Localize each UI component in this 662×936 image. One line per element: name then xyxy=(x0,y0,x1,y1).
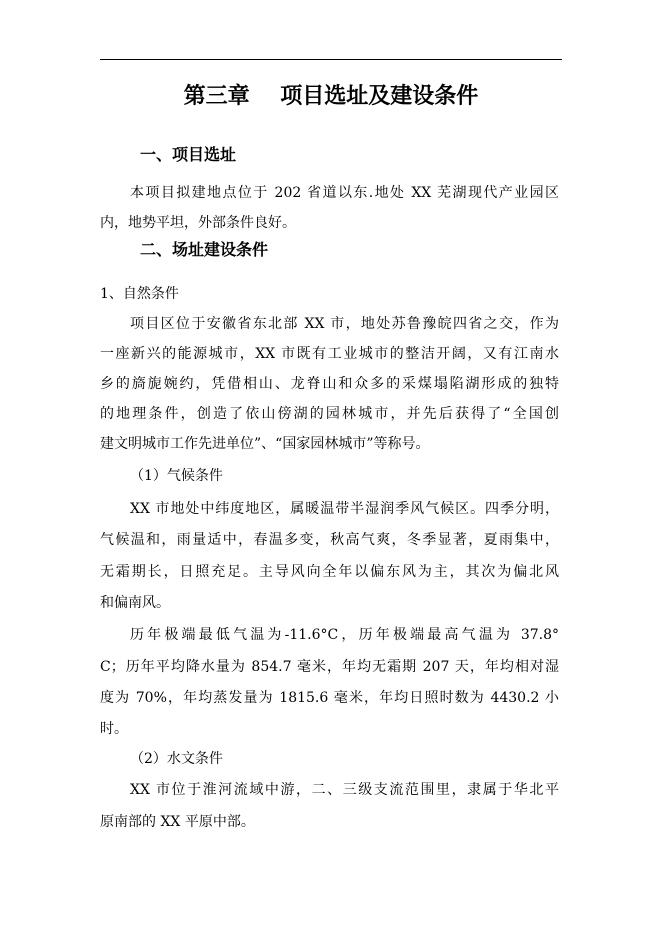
paragraph-line: 原南部的 XX 平原中部。 xyxy=(100,814,255,830)
paragraph-line: 度为 70%，年均蒸发量为 1815.6 毫米，年均日照时数为 4430.2 小 xyxy=(100,690,559,706)
paragraph-line: 历年极端最低气温为-11.6°C，历年极端最高气温为 37.8° xyxy=(130,627,559,643)
section-heading-conditions: 二、场址建设条件 xyxy=(140,240,269,259)
paragraph-line: XX 市位于淮河流域中游，二、三级支流范围里，隶属于华北平 xyxy=(130,782,559,798)
subsection-heading-natural: 1、自然条件 xyxy=(100,286,179,302)
paragraph-line: 乡的旖旎婉约，凭借相山、龙脊山和众多的采煤塌陷湖形成的独特 xyxy=(100,376,559,392)
paragraph-line: 气候温和，雨量适中，春温多变，秋高气爽，冬季显著，夏雨集中， xyxy=(100,532,559,548)
paragraph-line: 无霜期长，日照充足。主导风向全年以偏东风为主，其次为偏北风 xyxy=(100,564,559,580)
subsection-heading-hydro: （2）水文条件 xyxy=(130,751,223,767)
header-rule xyxy=(100,59,562,60)
paragraph-line: XX 市地处中纬度地区，属暖温带半湿润季风气候区。四季分明， xyxy=(130,501,559,517)
paragraph-line: 和偏南风。 xyxy=(100,595,170,611)
chapter-title: 第三章 项目选址及建设条件 xyxy=(183,84,479,109)
section-heading-site: 一、项目选址 xyxy=(140,145,237,164)
paragraph-line: C；历年平均降水量为 854.7 毫米，年均无霜期 207 天，年均相对湿 xyxy=(100,659,559,675)
paragraph-line: 内，地势平坦，外部条件良好。 xyxy=(100,215,296,231)
paragraph-line: 本项目拟建地点位于 202 省道以东.地处 XX 芜湖现代产业园区 xyxy=(130,185,559,201)
paragraph-line: 的地理条件，创造了依山傍湖的园林城市，并先后获得了“全国创 xyxy=(100,406,559,422)
paragraph-line: 建文明城市工作先进单位”、“国家园林城市”等称号。 xyxy=(100,436,430,452)
paragraph-line: 项目区位于安徽省东北部 XX 市，地处苏鲁豫皖四省之交，作为 xyxy=(130,316,559,332)
paragraph-line: 时。 xyxy=(100,721,128,737)
subsection-heading-climate: （1）气候条件 xyxy=(130,468,223,484)
paragraph-line: 一座新兴的能源城市，XX 市既有工业城市的整洁开阔，又有江南水 xyxy=(100,346,559,362)
